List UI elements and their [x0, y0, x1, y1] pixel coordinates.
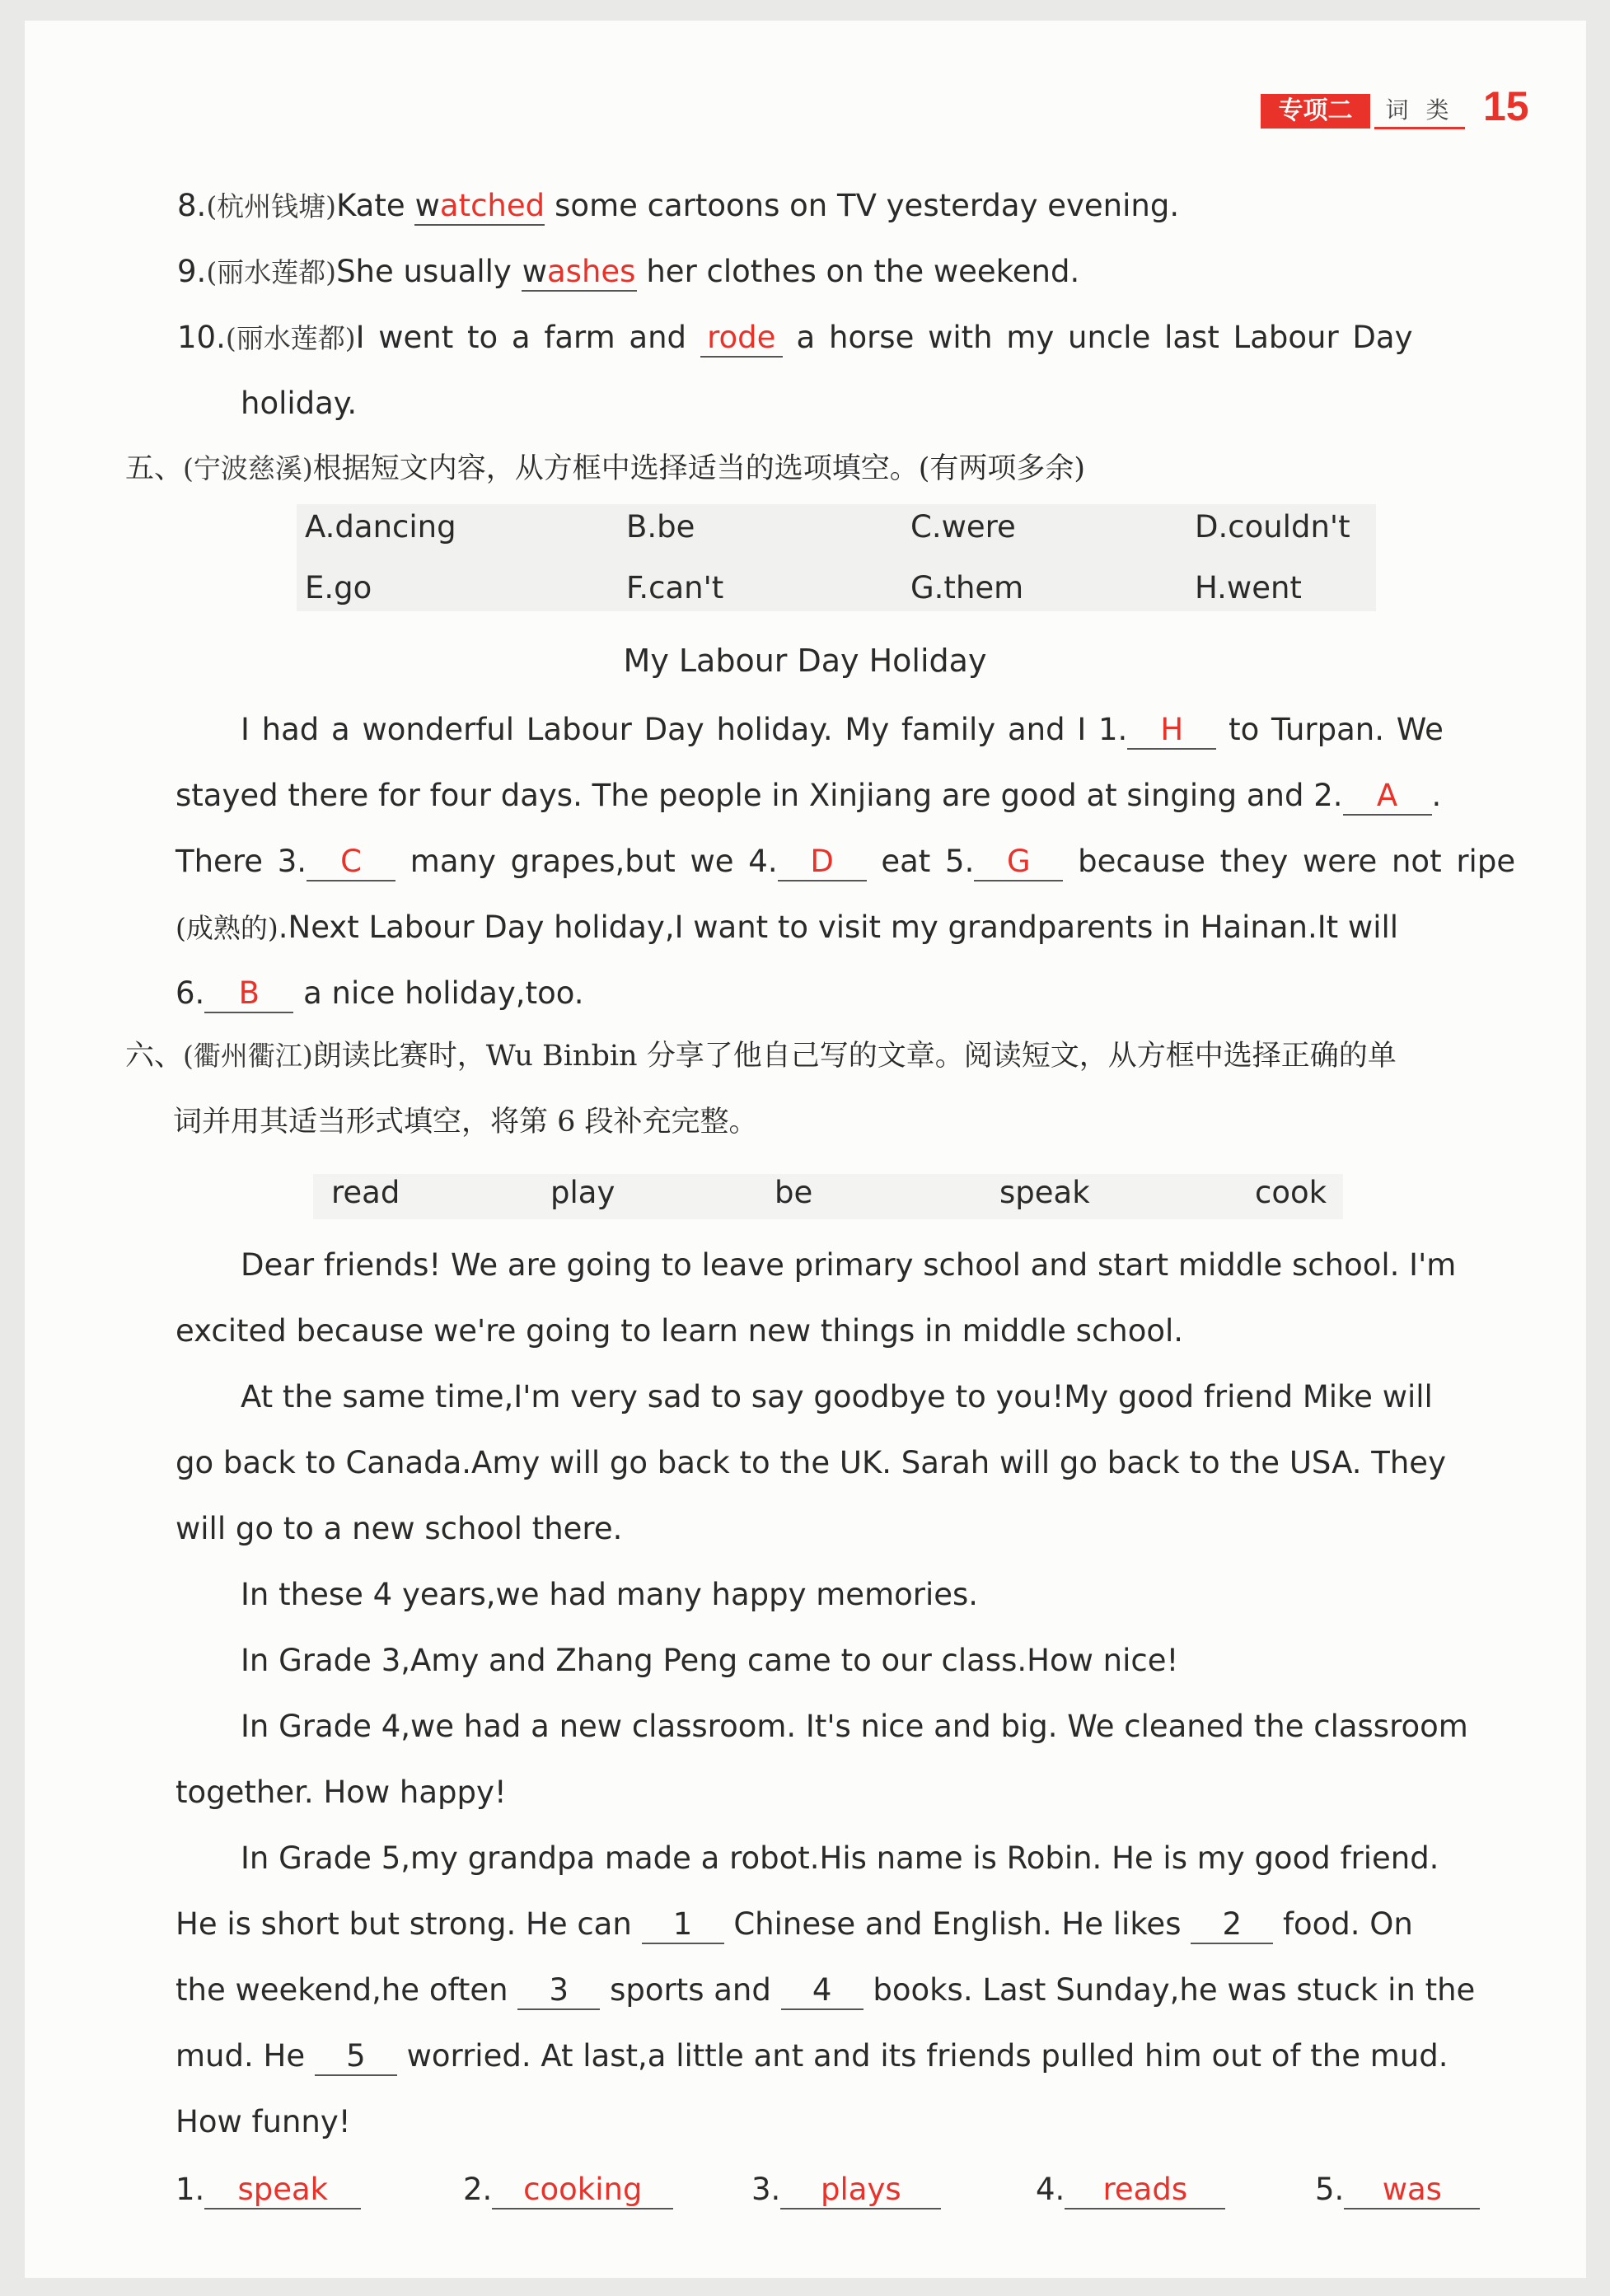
passage-line: He is short but strong. He can 1 Chinese and English. He likes 2 food. On: [176, 1905, 1413, 1944]
option-c: C.were: [910, 509, 1016, 545]
section-6-heading: 六、(衢州衢江)朗读比赛时，Wu Binbin 分享了他自己写的文章。阅读短文，从方框中选择正确的单: [125, 1040, 1397, 1073]
passage-line: excited because we're going to learn new things in middle school.: [176, 1313, 1184, 1349]
item-source: (丽水莲都): [225, 322, 356, 354]
passage-line: In Grade 3,Amy and Zhang Peng came to our class.How nice!: [241, 1643, 1179, 1678]
passage-line: At the same time,I'm very sad to say goodbye to you!My good friend Mike will: [241, 1379, 1433, 1415]
option-h: H.went: [1195, 570, 1302, 606]
answer-text: ashes: [547, 254, 636, 289]
passage-line: There 3. C many grapes,but we 4. D eat 5. G because they were not ripe: [176, 842, 1515, 881]
item-10: 10.(丽水莲都)I went to a farm and rode a horse with my uncle last Labour Day: [177, 318, 1413, 358]
passage-line: mud. He 5 worried. At last,a little ant and its friends pulled him out of the mud.: [176, 2036, 1448, 2076]
passage-line: I had a wonderful Labour Day holiday. My family and I 1. H to Turpan. We: [241, 710, 1444, 750]
question-blank: 2: [1191, 1906, 1273, 1944]
option-a: A.dancing: [305, 509, 456, 545]
answer-text: atched: [439, 188, 545, 223]
answer-blank: washes: [522, 254, 637, 292]
passage-line: How funny!: [176, 2104, 351, 2139]
option-e: E.go: [305, 570, 372, 606]
word-read: read: [331, 1175, 400, 1210]
word-box: [313, 1174, 1343, 1219]
page-number: 15: [1483, 83, 1529, 129]
answer-blank: H: [1127, 712, 1216, 750]
answer-blank: watched: [414, 188, 545, 226]
option-b: B.be: [626, 509, 695, 545]
option-d: D.couldn't: [1195, 509, 1350, 545]
question-blank: 3: [517, 1972, 600, 2010]
question-blank: 1: [642, 1906, 724, 1944]
answer-5: 5. was: [1315, 2170, 1480, 2209]
passage-line: In these 4 years,we had many happy memories.: [241, 1577, 979, 1612]
answer-blank: D: [778, 844, 867, 881]
word-play: play: [550, 1175, 615, 1210]
word-speak: speak: [999, 1175, 1090, 1210]
option-g: G.them: [910, 570, 1024, 606]
answer-3: 3. plays: [751, 2170, 941, 2209]
question-blank: 4: [781, 1972, 864, 2010]
item-number: 10.: [177, 320, 226, 355]
option-f: F.can't: [626, 570, 724, 606]
section-6-heading-cont: 词并用其适当形式填空，将第 6 段补充完整。: [173, 1106, 758, 1139]
answer-1: 1. speak: [176, 2170, 361, 2209]
question-blank: 5: [315, 2038, 397, 2076]
passage-line: go back to Canada.Amy will go back to the UK. Sarah will go back to the USA. They: [176, 1445, 1446, 1480]
section-5-heading: 五、(宁波慈溪)根据短文内容，从方框中选择适当的选项填空。(有两项多余): [125, 452, 1086, 485]
answer-blank: A: [1343, 778, 1432, 816]
passage-line: In Grade 4,we had a new classroom. It's nice and big. We cleaned the classroom: [241, 1709, 1468, 1744]
word-cook: cook: [1255, 1175, 1327, 1210]
answer-blank: B: [204, 975, 293, 1013]
item-number: 8.: [177, 188, 207, 223]
passage-line: In Grade 5,my grandpa made a robot.His name is Robin. He is my good friend.: [241, 1840, 1439, 1876]
item-source: (丽水莲都): [206, 256, 337, 288]
item-9: 9.(丽水莲都)She usually washes her clothes on the weekend.: [177, 252, 1079, 292]
word-be: be: [775, 1175, 813, 1210]
passage-line: the weekend,he often 3 sports and 4 books. Last Sunday,he was stuck in the: [176, 1971, 1475, 2010]
answer-4: 4. reads: [1036, 2170, 1225, 2209]
passage-line: 6. B a nice holiday,too.: [176, 974, 583, 1013]
passage-line: Dear friends! We are going to leave primary school and start middle school. I'm: [241, 1247, 1457, 1283]
section-tag: 专项二: [1261, 94, 1370, 129]
answer-blank: C: [307, 844, 395, 881]
passage-line: (成熟的).Next Labour Day holiday,I want to visit my grandparents in Hainan.It will: [176, 910, 1399, 945]
item-10-continuation: holiday.: [241, 386, 358, 421]
passage-line: stayed there for four days. The people in Xinjiang are good at singing and 2. A .: [176, 776, 1441, 816]
section-subtitle: 词 类: [1374, 94, 1465, 129]
item-8: 8.(杭州钱塘)Kate watched some cartoons on TV yesterday evening.: [177, 186, 1179, 227]
item-source: (杭州钱塘): [206, 190, 337, 222]
answer-2: 2. cooking: [463, 2170, 673, 2209]
passage-title: My Labour Day Holiday: [623, 643, 987, 679]
passage-line: will go to a new school there.: [176, 1511, 623, 1546]
answer-blank: G: [974, 844, 1063, 881]
answer-text: rode: [707, 320, 776, 355]
passage-line: together. How happy!: [176, 1775, 507, 1810]
answer-blank: [700, 320, 783, 358]
item-number: 9.: [177, 254, 207, 289]
